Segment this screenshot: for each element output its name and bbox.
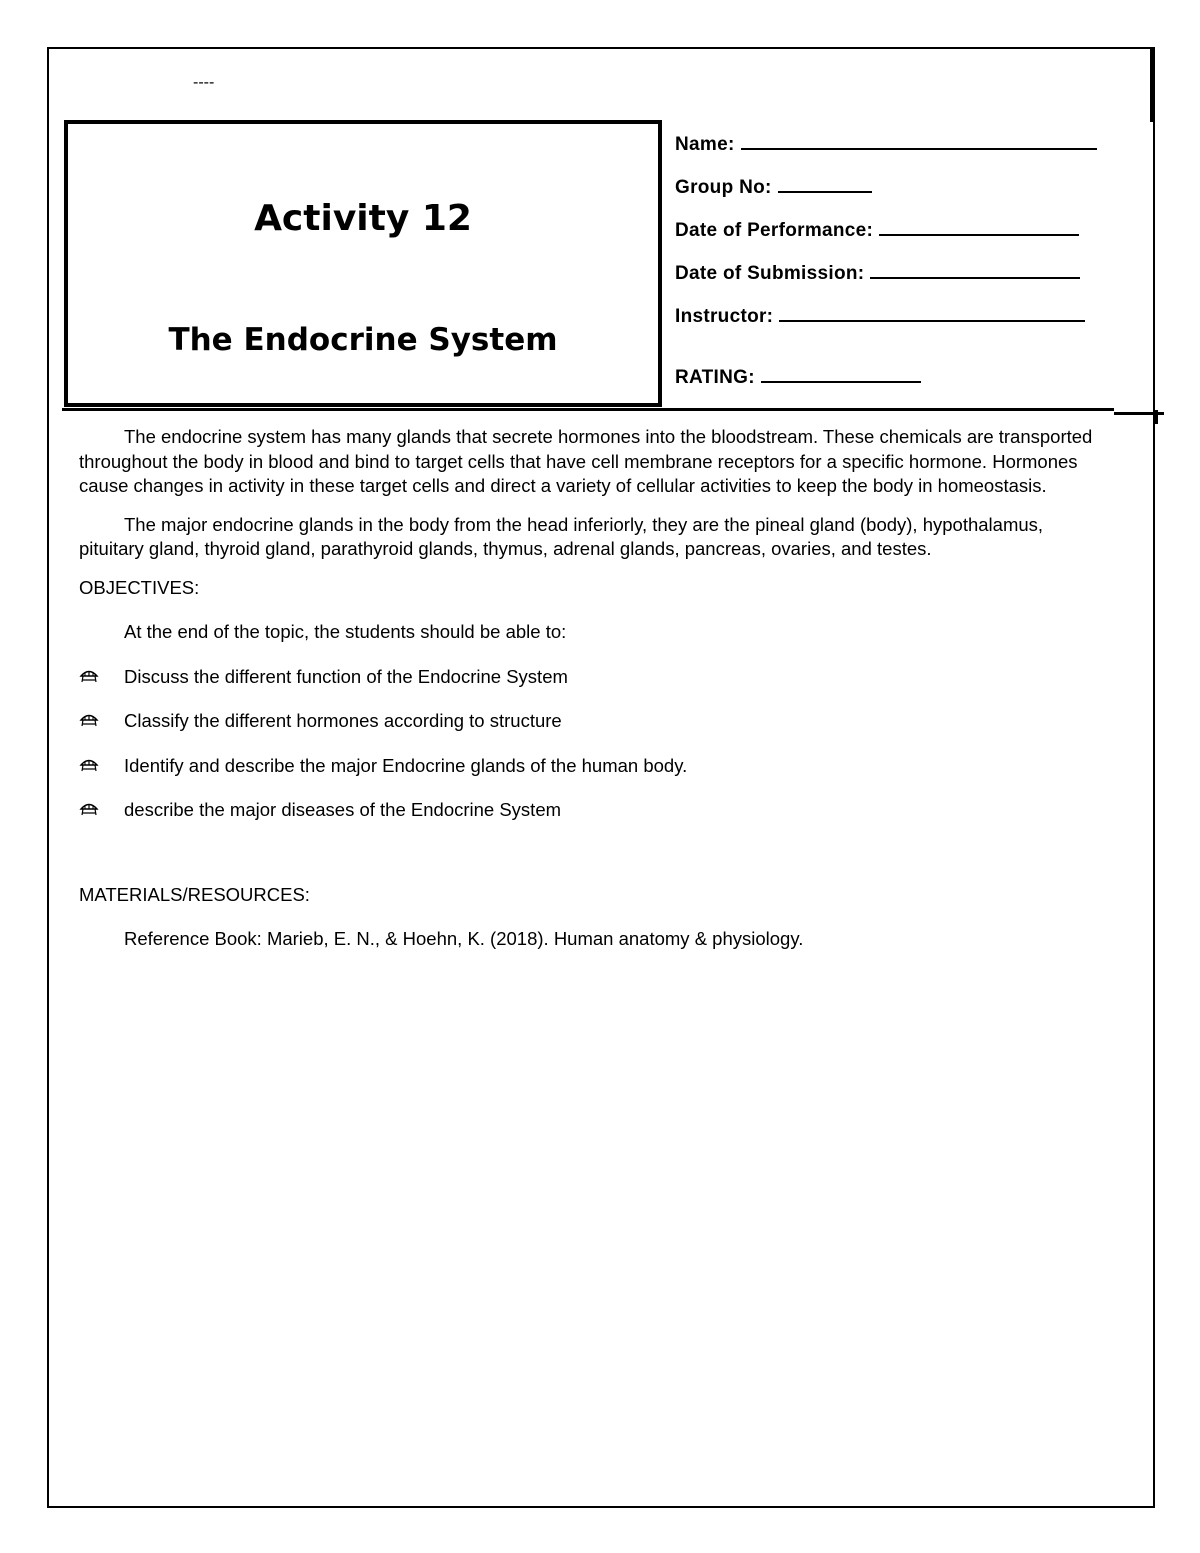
reference-text: Reference Book: Marieb, E. N., & Hoehn, K. (2018). Human anatomy & physiology.	[124, 928, 804, 949]
instructor-field[interactable]	[675, 304, 1085, 328]
objectives-heading: OBJECTIVES:	[79, 576, 200, 598]
group-label: Group No:	[675, 177, 772, 198]
glands-paragraph: The major endocrine glands in the body from the head inferiorly, they are the pineal gland (body), hypothalamus, pituitary gland, thyroid gland, parathyroid glands, thymus, adrenal glands, pancreas, ovaries, and testes.	[79, 513, 1044, 559]
date-submission-blank[interactable]	[870, 261, 1080, 279]
umbrella-bullet-icon	[79, 711, 99, 727]
umbrella-bullet-icon	[79, 667, 99, 683]
header-separator	[62, 408, 1114, 411]
objective-item	[79, 798, 1109, 823]
objective-text: Classify the different hormones according to structure	[124, 710, 562, 731]
group-blank[interactable]	[778, 175, 872, 193]
name-label: Name:	[675, 134, 735, 155]
instructor-label: Instructor:	[675, 306, 774, 327]
umbrella-bullet-icon	[79, 800, 99, 816]
spacer	[79, 843, 1109, 883]
objectives-intro: At the end of the topic, the students should be able to:	[124, 621, 567, 642]
objective-text: Identify and describe the major Endocrine glands of the human body.	[124, 754, 688, 776]
border-tick	[1150, 47, 1153, 122]
activity-subtitle: The Endocrine System	[168, 322, 558, 358]
date-performance-label: Date of Performance:	[675, 220, 874, 241]
rating-field[interactable]	[675, 365, 921, 389]
date-performance-blank[interactable]	[879, 218, 1079, 236]
intro-paragraph: The endocrine system has many glands that secrete hormones into the bloodstream. These chemicals are transported throughout the body in blood and bind to target cells that have cell membrane receptors for a specific hormone. Hormones cause changes in activity in these target cells and direct a variety of cellular activities to keep the body in homeostasis.	[79, 426, 1093, 496]
materials-heading: MATERIALS/RESOURCES:	[79, 883, 310, 905]
name-blank[interactable]	[741, 132, 1097, 150]
name-field[interactable]	[675, 132, 1097, 156]
objective-text: Discuss the different function of the Endocrine System	[124, 665, 568, 687]
activity-title: Activity 12	[254, 198, 472, 239]
date-submission-field[interactable]	[675, 261, 1080, 285]
group-field[interactable]	[675, 175, 872, 199]
objective-item	[79, 754, 1109, 779]
instructor-blank[interactable]	[779, 304, 1085, 322]
date-submission-label: Date of Submission:	[675, 263, 865, 284]
rating-label: RATING:	[675, 367, 755, 388]
objective-text: describe the major diseases of the Endocrine System	[124, 799, 562, 820]
objective-item	[79, 709, 1109, 734]
rating-blank[interactable]	[761, 365, 921, 383]
date-performance-field[interactable]	[675, 218, 1079, 242]
separator-tick	[1155, 410, 1158, 424]
header-dashes: ----	[193, 74, 215, 91]
title-box	[64, 120, 662, 407]
main-content	[79, 425, 1109, 952]
umbrella-bullet-icon	[79, 756, 99, 772]
objective-item	[79, 665, 1109, 690]
